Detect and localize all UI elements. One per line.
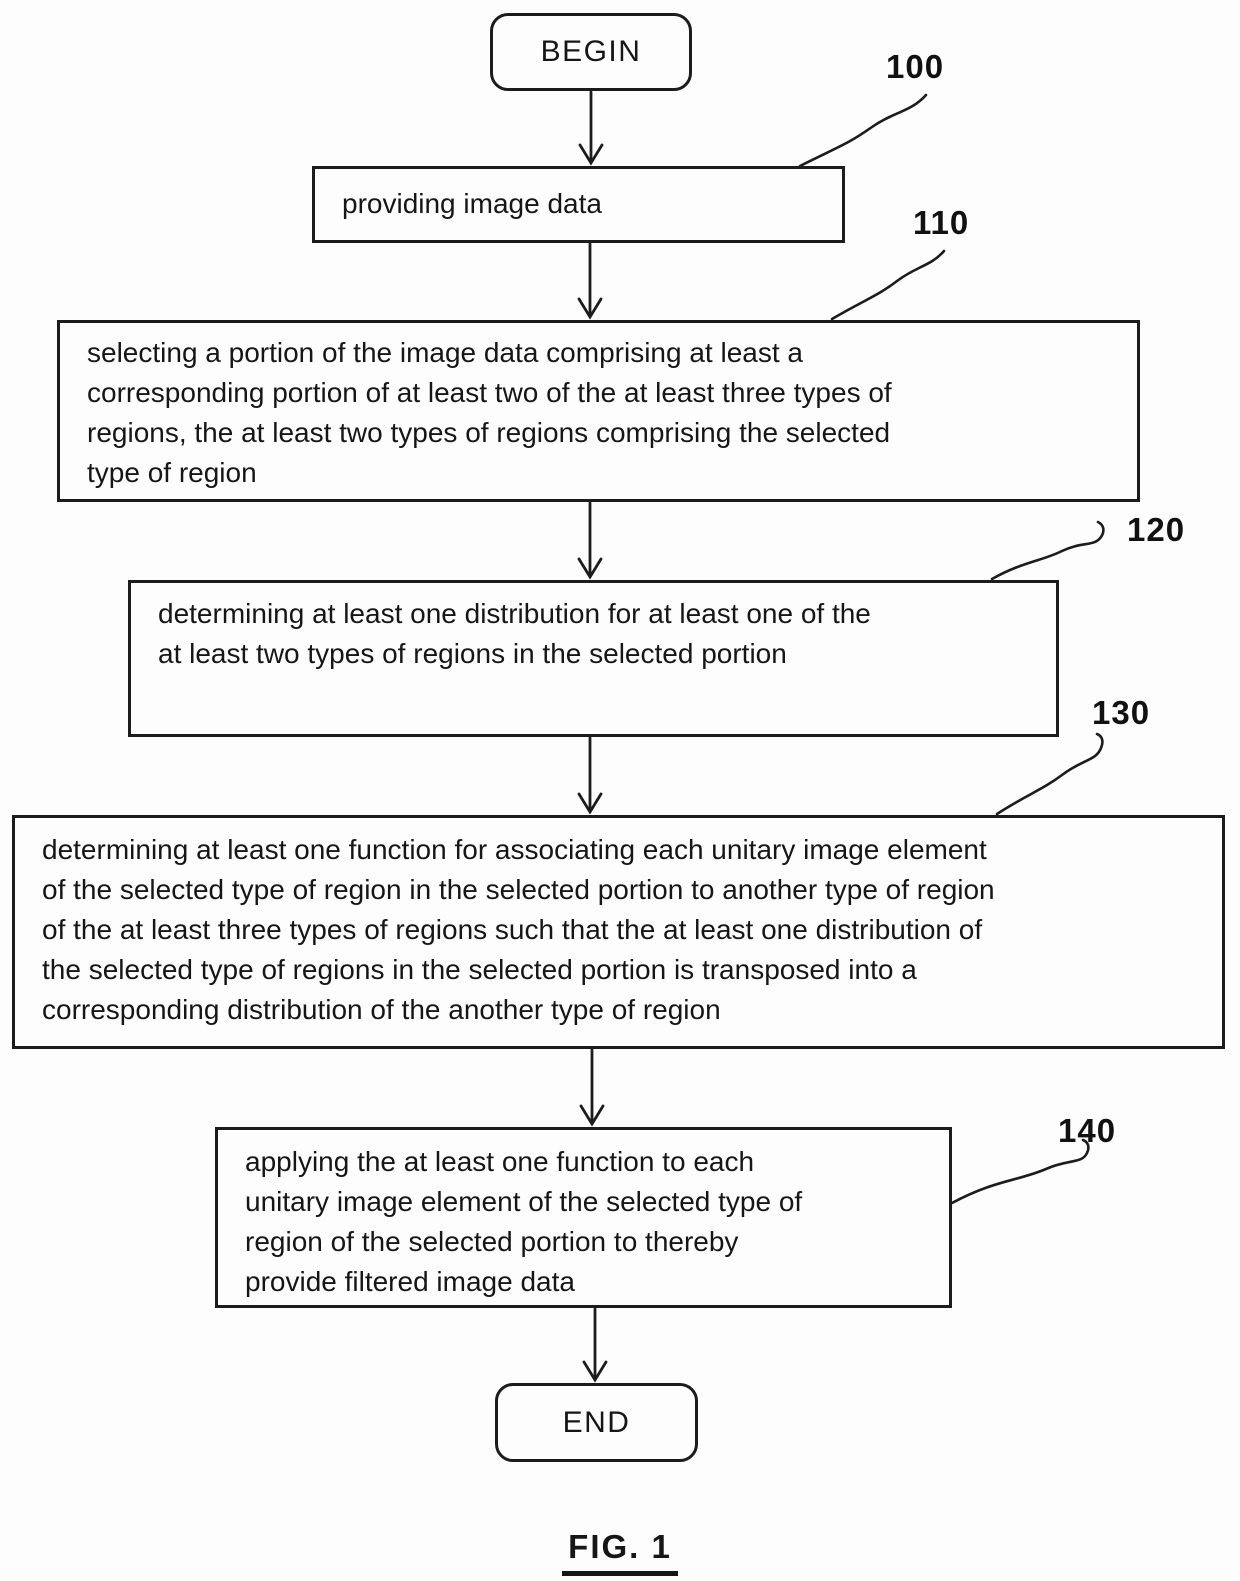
ref-numeral-120: 120 xyxy=(1127,511,1186,548)
begin-terminal: BEGIN xyxy=(490,13,692,91)
flow-arrow-120-to-130 xyxy=(579,738,601,812)
leader-line-120 xyxy=(992,522,1103,579)
figure-caption-text: FIG. 1 xyxy=(562,1528,678,1576)
step-box-130-determining-function: determining at least one function for associating each unitary image element of the selected type of region in the selected portion to another type of region of the at least three types of regions such that the at least one distribution of the selected type of regions in the selected portion is transposed into a corresponding distribution of the another type of region xyxy=(12,815,1225,1049)
step-box-100-providing-image-data: providing image data xyxy=(312,166,845,243)
figure-caption xyxy=(0,1528,1240,1576)
leader-line-110 xyxy=(832,251,944,319)
flow-arrow-110-to-120 xyxy=(579,503,601,577)
end-terminal: END xyxy=(495,1383,698,1462)
step-box-120-determining-distribution: determining at least one distribution for at least one of the at least two types of regions in the selected portion xyxy=(128,580,1059,737)
ref-numeral-140: 140 xyxy=(1058,1112,1117,1149)
leader-line-130 xyxy=(997,734,1102,814)
ref-numeral-110: 110 xyxy=(913,204,970,241)
step-box-140-applying-function: applying the at least one function to each unitary image element of the selected type of region of the selected portion to thereby provide filtered image data xyxy=(215,1127,952,1308)
flow-arrow-begin-to-100 xyxy=(580,92,602,163)
ref-numeral-100: 100 xyxy=(886,48,945,85)
ref-numeral-130: 130 xyxy=(1092,694,1151,731)
flow-arrow-100-to-110 xyxy=(579,244,601,317)
leader-line-100 xyxy=(800,95,926,166)
step-box-110-selecting-portion: selecting a portion of the image data comprising at least a corresponding portion of at least two of the at least three types of regions, the at least two types of regions comprising the selected type of region xyxy=(57,320,1140,502)
flow-arrow-130-to-140 xyxy=(581,1050,603,1124)
flow-arrow-140-to-end xyxy=(584,1309,606,1380)
